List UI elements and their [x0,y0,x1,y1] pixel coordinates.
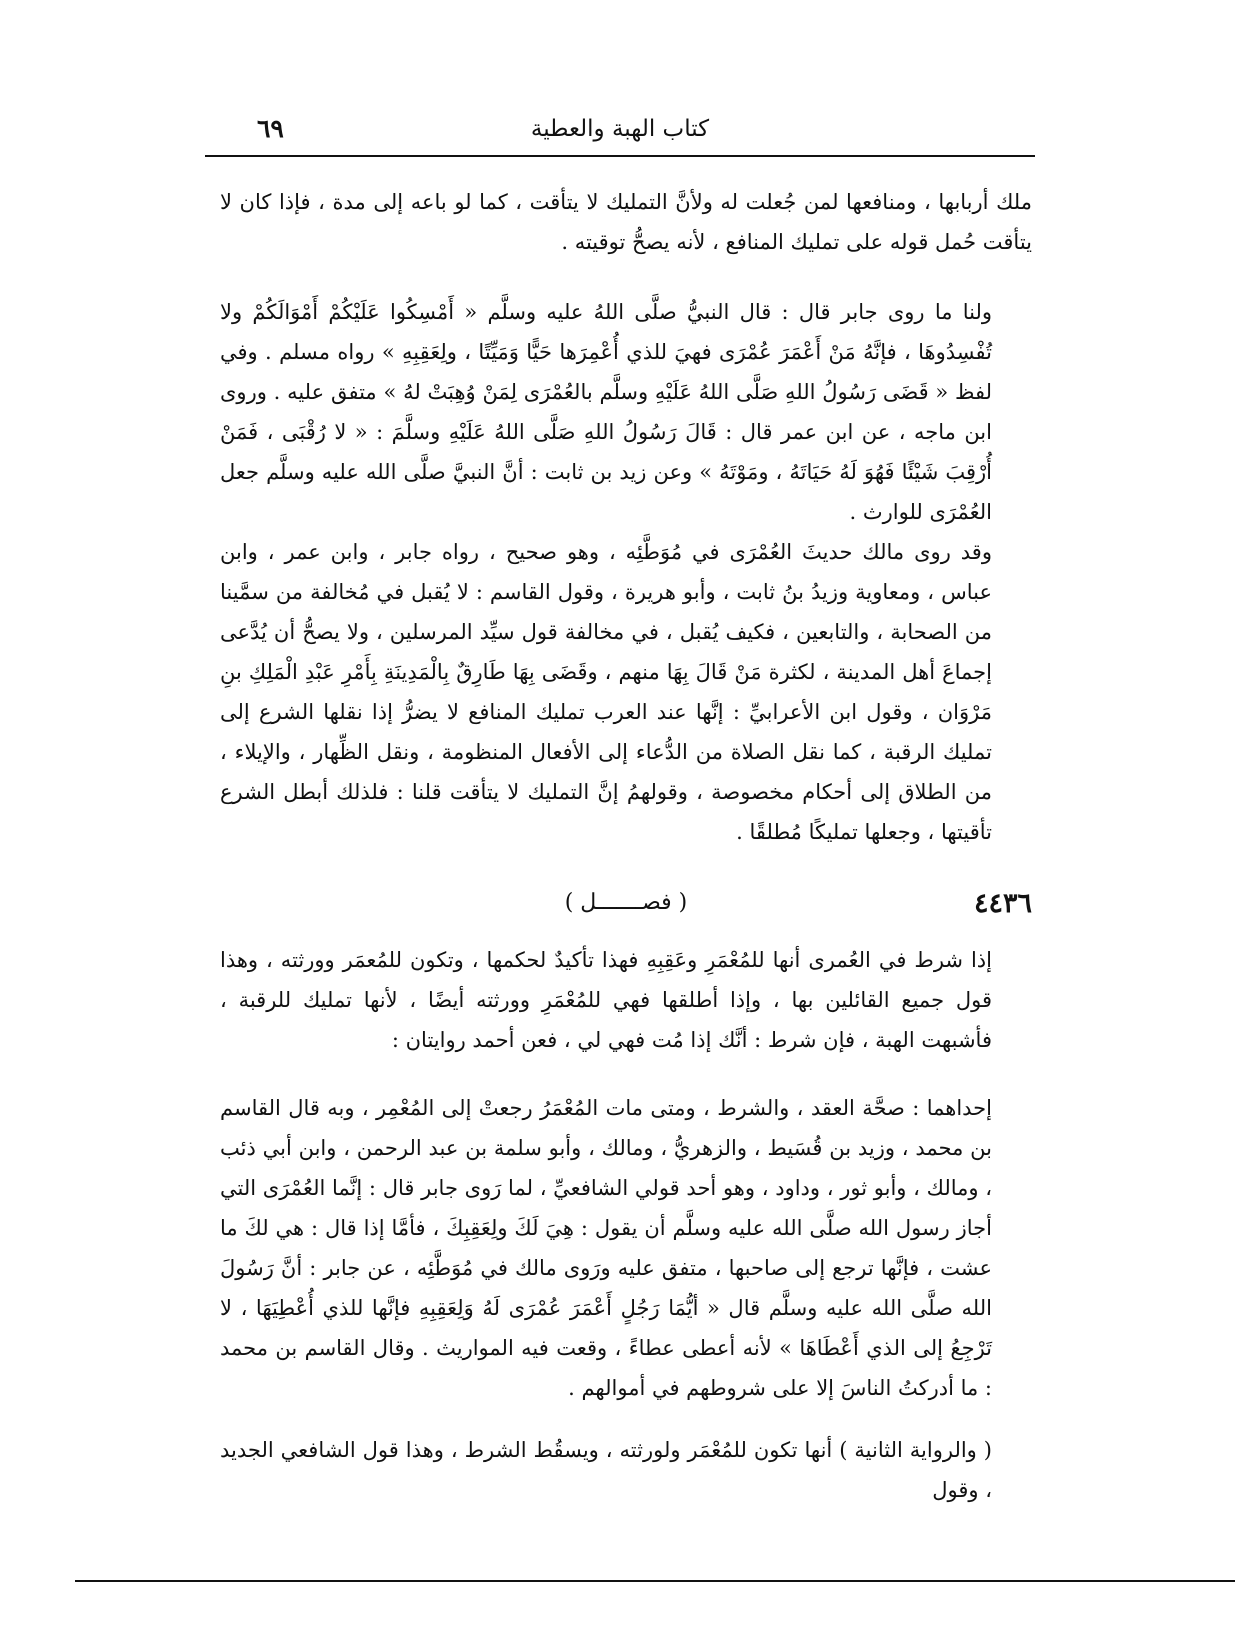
section-number: ٤٤٣٦ [973,888,1032,919]
paragraph-text: ( والرواية الثانية ) أنها تكون للمُعْمَر ولورثته ، ويسقُط الشرط ، وهذا قول الشافعي الجديد ، وقول [220,1438,992,1502]
paragraph-text: ملك أربابها ، ومنافعها لمن جُعلت له ولأنَّ التمليك لا يتأقت ، كما لو باعه إلى مدة ، فإذا كان لا يتأقت حُمل قوله على تمليك المنافع ، لأنه يصحُّ توقيته . [220,190,1032,254]
page-number: ٦٩ [257,114,284,143]
paragraph-text: إذا شرط في العُمرى أنها للمُعْمَرِ وعَقِبِهِ فهذا تأكيدٌ لحكمها ، وتكون للمُعمَر وورثته ، وهذا قول جميع القائلين بها ، وإذا أطلقها فهي للمُعْمَرِ وورثته أيضًا ، لأنها تمليك للرقبة ، فأشبهت الهبة ، فإن شرط : أنَّك إذا مُت فهي لي ، فعن أحمد روايتان : [220,948,992,1052]
paragraph-2 [220,292,1032,532]
paragraph-4 [220,940,1032,1060]
paragraph-text: إحداهما : صحَّة العقد ، والشرط ، ومتى مات المُعْمَرُ رجعتْ إلى المُعْمِر ، وبه قال القاسم بن محمد ، وزيد بن قُسَيط ، والزهريُّ ، ومالك ، وأبو سلمة بن عبد الرحمن ، وابن أبي ذئب ، ومالك ، وأبو ثور ، وداود ، وهو أحد قولي الشافعيِّ ، لما رَوى جابر قال : إنَّما العُمْرَى التي أجاز رسول الله صلَّى الله عليه وسلَّم أن يقول : هِيَ لَكَ ولِعَقِبِكَ ، فأمَّا إذا قال : هي لكَ ما عشت ، فإنَّها ترجع إلى صاحبها ، متفق عليه ورَوى مالك في مُوَطَّئِه ، عن جابر : أنَّ رَسُولَ الله صلَّى الله عليه وسلَّم قال « أيُّمَا رَجُلٍ أَعْمَرَ عُمْرَى لَهُ وَلِعَقِبِهِ فإنَّها للذي أُعْطِيَهَا ، لا تَرْجِعُ إلى الذي أَعْطَاهَا » لأنه أعطى عطاءً ، وقعت فيه المواريث . وقال القاسم بن محمد : ما أدركتُ الناسَ إلا على شروطهم في أموالهم . [220,1096,992,1400]
paragraph-text: ولنا ما روى جابر قال : قال النبيُّ صلَّى اللهُ عليه وسلَّم « أَمْسِكُوا عَلَيْكُمْ أَمْوَالَكُمْ ولا تُفْسِدُوهَا ، فإنَّهُ مَنْ أَعْمَرَ عُمْرَى فهيَ للذي أُعْمِرَها حَيًّا وَمَيِّتًا ، ولِعَقِبِهِ » رواه مسلم . وفي لفظ « قَضَى رَسُولُ اللهِ صَلَّى اللهُ عَلَيْهِ وسلَّم بالعُمْرَى لِمَنْ وُهِبَتْ لهُ » متفق عليه . وروى ابن ماجه ، عن ابن عمر قال : قَالَ رَسُولُ اللهِ صَلَّى اللهُ عَلَيْهِ وسلَّمَ : « لا رُقْبَى ، فَمَنْ أُرْقِبَ شَيْئًا فَهُوَ لَهُ حَيَاتَهُ ، ومَوْتَهُ » وعن زيد بن ثابت : أنَّ النبيَّ صلَّى الله عليه وسلَّم جعل العُمْرَى للوارث . [220,300,992,524]
paragraph-text: وقد روى مالك حديثَ العُمْرَى في مُوَطَّئِه ، وهو صحيح ، رواه جابر ، وابن عمر ، وابن عباس ، ومعاوية وزيدُ بنُ ثابت ، وأبو هريرة ، وقول القاسم : لا يُقبل في مُخالفة من سمَّينا من الصحابة ، والتابعين ، فكيف يُقبل ، في مخالفة قول سيِّد المرسلين ، ولا يصحُّ أن يُدَّعى إجماعَ أهل المدينة ، لكثرة مَنْ قَالَ بِهَا منهم ، وقَضَى بِهَا طَارِقٌ بِالْمَدِينَةِ بِأَمْرِ عَبْدِ الْمَلِكِ بنِ مَرْوَان ، وقول ابن الأعرابيِّ : إنَّها عند العرب تمليك المنافع لا يضرُّ إذا نقلها الشرع إلى تمليك الرقبة ، كما نقل الصلاة من الدُّعاء إلى الأفعال المنظومة ، ونقل الظِّهار ، والإيلاء ، من الطلاق إلى أحكام مخصوصة ، وقولهمُ إنَّ التمليك لا يتأقت قلنا : فلذلك أبطل الشرع تأقيتها ، وجعلها تمليكًا مُطلقًا . [220,540,992,844]
paragraph-5 [220,1088,1032,1408]
section-label: ( فصـــــــل ) [564,890,688,915]
section-heading [220,888,1032,932]
footer-rule [75,1580,1235,1582]
paragraph-1 [220,182,1032,262]
paragraph-6 [220,1430,1032,1510]
header-rule [205,155,1035,157]
page-header [205,112,1035,152]
paragraph-3 [220,532,1032,852]
running-title: كتاب الهبة والعطية [530,116,710,142]
